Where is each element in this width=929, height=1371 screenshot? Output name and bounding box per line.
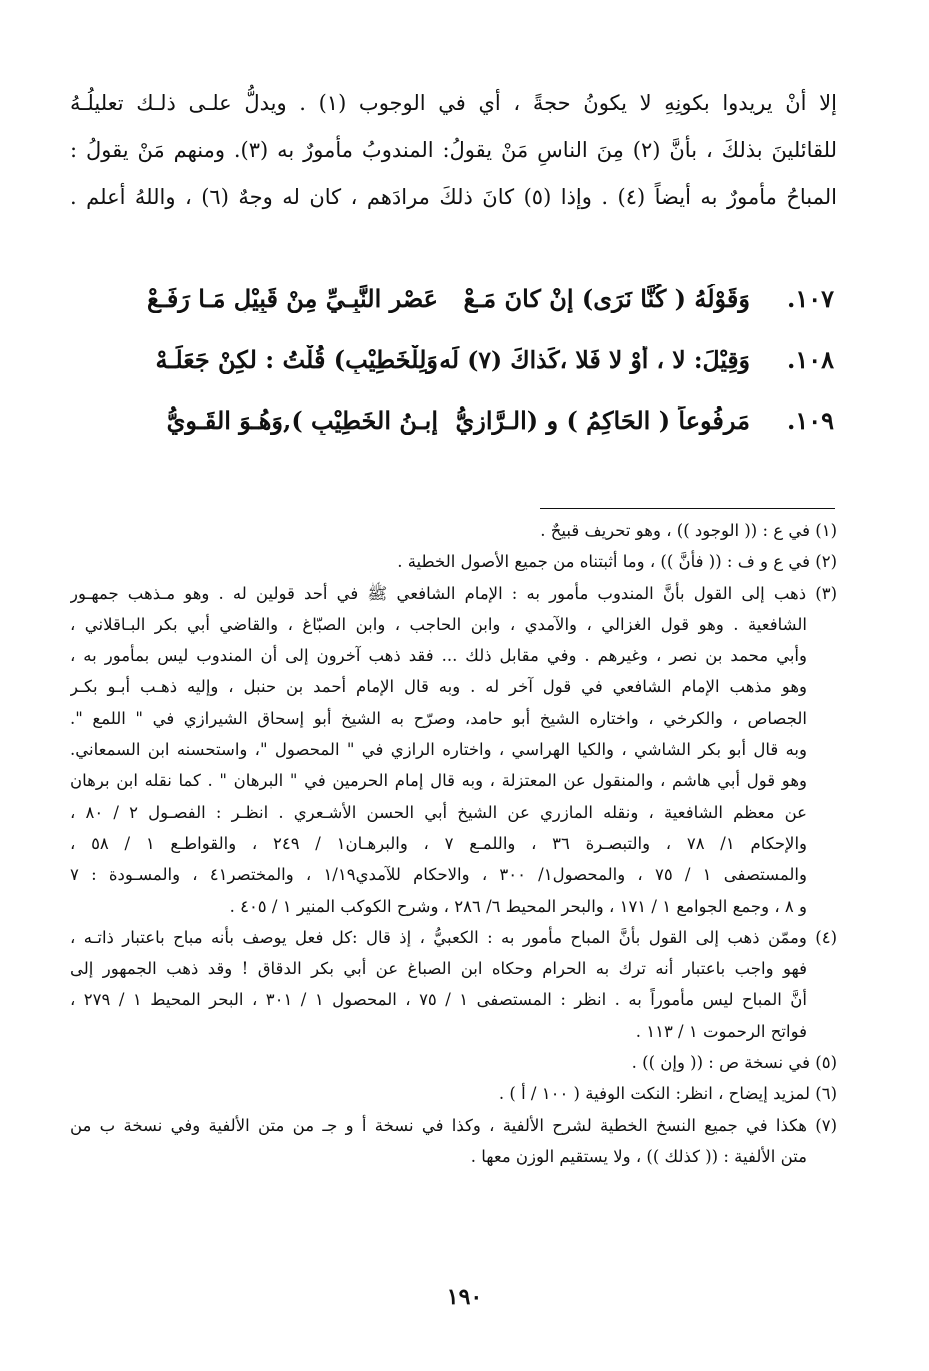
verse-second-hemistich: إبـنُ الخَطِيْبِ ),وَهُـوَ القَـوِيُّ: [166, 406, 438, 435]
verse-number: ١٠٩.: [786, 406, 834, 435]
verse-first-hemistich: وَقَوْلُهُ ( كُنَّا نَرَى) إنْ كانَ مَـعْ: [463, 284, 750, 313]
footnote-separator: [540, 508, 835, 509]
footnote-line: وبه قال أبو بكر الشاشي ، والكيا الهراسي ، واختاره الرازي في " المحصول "، واستحسنه ابن السمعاني.: [70, 740, 807, 760]
page-number: ١٩٠: [446, 1284, 483, 1310]
footnote-line: متن الألفية : (( كذلك )) ، ولا يستقيم الوزن معها .: [470, 1146, 807, 1166]
footnote-line: (٢) في ع و ف : (( فأنَّ )) ، وما أثبتناه من جميع الأصول الخطية .: [397, 552, 837, 572]
footnote-line: (٥) في نسخة ص : (( وإن )) .: [631, 1053, 837, 1073]
footnote-line: (٤) وممّن ذهب إلى القول بأنَّ المباح مأمور به : الكعبيُّ ، إذ قال :كل فعل يوصف بأنه مباح باعتبار ذاتـه ،: [70, 927, 837, 947]
main-text-line: للقائلينَ بذلكَ ، بأنَّ (٢) مِنَ الناسِ مَنْ يقولُ: المندوبُ مأمورٌ به (٣). ومنهم مَنْ يقولُ :: [70, 138, 837, 162]
footnote-line: فواتح الرحموت ١ / ١١٣ .: [635, 1021, 807, 1041]
footnote-line: أنَّ المباح ليس مأموراً به . انظر : المستصفى ١ / ٧٥ ، المحصول ١ / ٣٠١ ، البحر المحيط ١ / ٢٧٩ ،: [70, 990, 807, 1010]
main-text-line: المباحُ مأمورٌ به أيضاً (٤) . وإذا (٥) كانَ ذلكَ مرادَهم ، كان له وجهٌ (٦) ، واللهُ أعلم .: [70, 185, 837, 209]
footnote-line: والمستصفى ١ / ٧٥ ، والمحصول١/ ٣٠٠ ، والاحكام للآمدي١/١٩ ، والمختصر٤١ ، والمسـودة : ٧: [70, 865, 807, 885]
footnote-line: و ٨ ، وجمع الجوامع ١ / ١٧١ ، والبحر المحيط ٦/ ٢٨٦ ، وشرح الكوكب المنير ١ / ٤٠٥ .: [229, 896, 807, 916]
verse-first-hemistich: وَقِيْلَ: لا ، أوْ لا فَلا ،كَذاكَ (٧) لَه: [439, 345, 750, 374]
footnote-line: عن معظم الشافعية ، ونقله المازري عن الشيخ أبي الحسن الأشـعري . انظـر : الفصـول ٢ / ٨٠ ،: [70, 802, 807, 822]
footnote-line: فهو واجب باعتبار أنه ترك به الحرام وحكاه ابن الصباغ عن أبي بكر الدقاق ! وقد ذهب الجمهور إلى: [70, 959, 807, 979]
main-text: [70, 80, 837, 221]
footnote-line: وهو مذهب الإمام الشافعي في قول آخر له . وبه قال الإمام أحمد بن حنبل ، وإليه ذهـب أبـو بكـر: [70, 677, 807, 697]
verse-second-hemistich: عَصْرِ النَّبِـيِّ مِنْ قَبِيْلِ مَـا رَفَـعْ: [147, 284, 438, 313]
footnotes: [70, 515, 837, 1172]
verse-second-hemistich: وَلِلْخَطِيْبِ) قُلْتُ : لكِنْ جَعَلَـهْ: [155, 345, 438, 374]
verse-block: [80, 268, 834, 451]
verse-108: [80, 329, 834, 390]
footnote-line: (١) في ع : (( الوجود )) ، وهو تحريف قبيحٌ .: [540, 521, 837, 540]
verse-107: [80, 268, 834, 329]
footnote-line: الجصاص ، والكرخي ، واختاره الشيخ أبو حامد، وصرّح به الشيخ أبو إسحاق الشيرازي في " اللمع ".: [70, 708, 807, 728]
verse-number: ١٠٨.: [786, 345, 834, 374]
footnote-line: وهو قول أبي هاشم ، والمنقول عن المعتزلة ، وبه قال إمام الحرمين في " البرهان " . كما نقله ابن برهان: [70, 771, 807, 791]
footnote-line: (٦) لمزيد إيضاح ، انظر: النكت الوفية ( ١٠٠ / أ ) .: [498, 1084, 837, 1104]
footnote-line: والإحكام ١/ ٧٨ ، والتبصـرة ٣٦ ، واللمـع ٧ ، والبرهـان١ / ٢٤٩ ، والقواطـع ١ / ٥٨ ،: [70, 833, 807, 853]
footnote-line: (٣) ذهب إلى القول بأنَّ المندوب مأمور به : الإمام الشافعي ﷺ في أحد قولين له . وهو مـذهب جمهـور: [70, 583, 837, 603]
footnote-line: الشافعية . وهو قول الغزالي ، والآمدي ، وابن الحاجب ، وابن الصبّاغ ، والقاضي أبي بكر البـاقلاني ،: [70, 614, 807, 634]
verse-109: [80, 390, 834, 451]
verse-first-hemistich: مَرفُوعاً ( الحَاكِمُ ) و (الـرَّازِيُّ: [455, 406, 750, 435]
footnote-line: وأبي محمد بن نصر ، وغيرهم . وفي مقابل ذلك ... فقد ذهب آخرون إلى أن المندوب ليس بمأمور به ،: [70, 646, 807, 666]
main-text-line: إلا أنْ يريدوا بكونِهِ لا يكونُ حجةً ، أي في الوجوب (١) . ويدلُّ علـى ذلـك تعليلُـهُ: [70, 91, 837, 115]
verse-number: ١٠٧.: [786, 284, 834, 313]
footnote-line: (٧) هكذا في جميع النسخ الخطية لشرح الألفية ، وكذا في نسخة أ و جـ من متن الألفية وفي نسخة ب من: [70, 1115, 837, 1135]
